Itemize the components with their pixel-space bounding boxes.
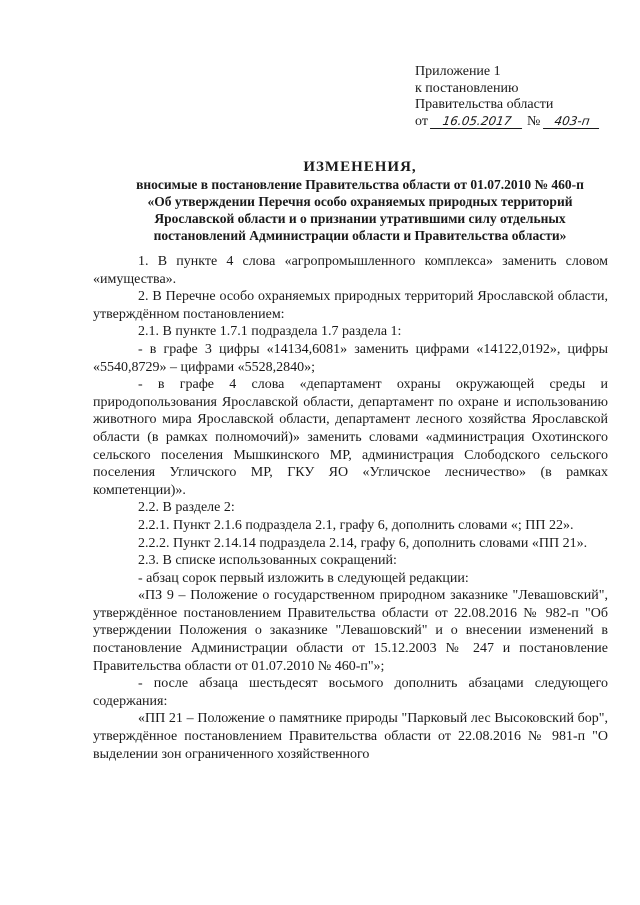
paragraph: - после абзаца шестьдесят восьмого дополнить абзацами следующего содержания:: [93, 676, 608, 709]
title-line: Ярославской области и о признании утратившими силу отдельных: [154, 211, 566, 226]
appendix-line-1: Приложение 1: [415, 64, 501, 79]
appendix-line-3: Правительства области: [415, 97, 554, 112]
appendix-line-2: к постановлению: [415, 80, 519, 96]
paragraph: 2.2.1. Пункт 2.1.6 подраздела 2.1, графу 6, дополнить словами «; ПП 22».: [138, 517, 574, 533]
from-label: от: [415, 113, 428, 129]
handwritten-number: 403-п: [543, 114, 601, 129]
title-main: ИЗМЕНЕНИЯ,: [303, 159, 417, 175]
paragraph: «ПП 21 – Положение о памятнике природы "Парковый лес Высоковский бор", утверждённое постановлением Правительства области от 22.08.2016 № 981-п "О выделении зон ограниченного хозяйственного: [93, 711, 608, 762]
document-title: [100, 158, 620, 244]
title-line: постановлений Администрации области и Правительства области»: [153, 228, 567, 243]
paragraph: 1. В пункте 4 слова «агропромышленного комплекса» заменить словом «имущества».: [93, 254, 608, 287]
appendix-header: [415, 64, 615, 130]
paragraph: 2.3. В списке использованных сокращений:: [138, 553, 397, 569]
handwritten-date: 16.05.2017: [430, 114, 524, 129]
paragraph: 2.2.2. Пункт 2.14.14 подраздела 2.14, графу 6, дополнить словами «ПП 21».: [138, 535, 588, 551]
number-sign: №: [526, 113, 541, 129]
title-line: вносимые в постановление Правительства области от 01.07.2010 № 460-п: [136, 177, 584, 192]
paragraph: - в графе 4 слова «департамент охраны окружающей среды и природопользования Ярославской области, департамент по охране и использованию животного мира Ярославской области, департамент лесного хозяйства Ярославской области (в рамках полномочий)» заменить словами «администрация Охотинского сельского поселения Мышкинского МР, администрация Слободского сельского поселения Угличского МР, ГКУ ЯО «Угличское лесничество» (в рамках компетенции)».: [93, 377, 608, 498]
paragraph: 2. В Перечне особо охраняемых природных территорий Ярославской области, утверждённом постановлением:: [93, 289, 608, 322]
paragraph: «ПЗ 9 – Положение о государственном природном заказнике "Левашовский", утверждённое постановлением Правительства области от 22.08.2016 № 982-п "Об утверждении Положения о заказнике "Левашовский" и о внесении изменений в постановление Администрации области от 15.12.2003 № 247 и постановление Правительства области от 01.07.2010 № 460-п"»;: [93, 588, 608, 674]
paragraph: - абзац сорок первый изложить в следующей редакции:: [138, 570, 469, 586]
title-line: «Об утверждении Перечня особо охраняемых природных территорий: [147, 194, 573, 209]
paragraph: - в графе 3 цифры «14134,6081» заменить цифрами «14122,0192», цифры «5540,8729» – цифрами «5528,2840»;: [93, 341, 608, 375]
paragraph: 2.2. В разделе 2:: [138, 500, 235, 516]
appendix-date-line: [415, 114, 615, 131]
document-body: [93, 253, 608, 763]
paragraph: 2.1. В пункте 1.7.1 подраздела 1.7 раздела 1:: [138, 324, 402, 340]
